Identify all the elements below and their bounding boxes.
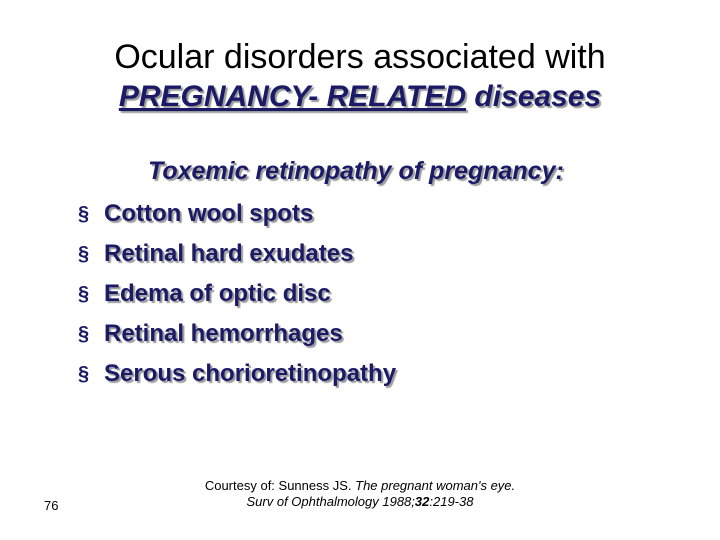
bullet-icon: § — [78, 242, 90, 265]
credit-prefix: Courtesy of: Sunness JS. — [204, 478, 356, 493]
credit-article-title: The pregnant woman's eye. — [355, 478, 516, 493]
credit-volume: 32 — [414, 494, 430, 509]
credit-journal: Surv of Ophthalmology 1988; — [246, 494, 415, 509]
credit-pages: :219-38 — [429, 494, 474, 509]
bullet-icon: § — [78, 322, 90, 345]
subheading: Toxemic retinopathy of pregnancy: — [148, 157, 564, 185]
bullet-text: Serous chorioretinopathy — [104, 360, 397, 387]
bullet-text: Retinal hemorrhages — [104, 320, 343, 347]
bullet-text: Retinal hard exudates — [104, 240, 354, 267]
list-item — [78, 354, 396, 394]
list-item — [78, 274, 396, 314]
title-underlined-text: PREGNANCY- RELATED — [118, 80, 467, 113]
bullet-icon: § — [78, 362, 90, 385]
bullet-text: Cotton wool spots — [104, 200, 314, 227]
title-line-1: Ocular disorders associated with — [114, 38, 606, 76]
slide-number: 76 — [44, 498, 59, 513]
list-item — [78, 194, 396, 234]
title-rest-text: diseases — [466, 80, 602, 113]
title-line-2 — [0, 78, 720, 116]
credit-citation — [160, 478, 560, 510]
list-item — [78, 314, 396, 354]
bullet-list — [78, 194, 396, 394]
list-item — [78, 234, 396, 274]
bullet-icon: § — [78, 282, 90, 305]
slide-title — [0, 36, 720, 116]
bullet-text: Edema of optic disc — [104, 280, 331, 307]
bullet-icon: § — [78, 202, 90, 225]
